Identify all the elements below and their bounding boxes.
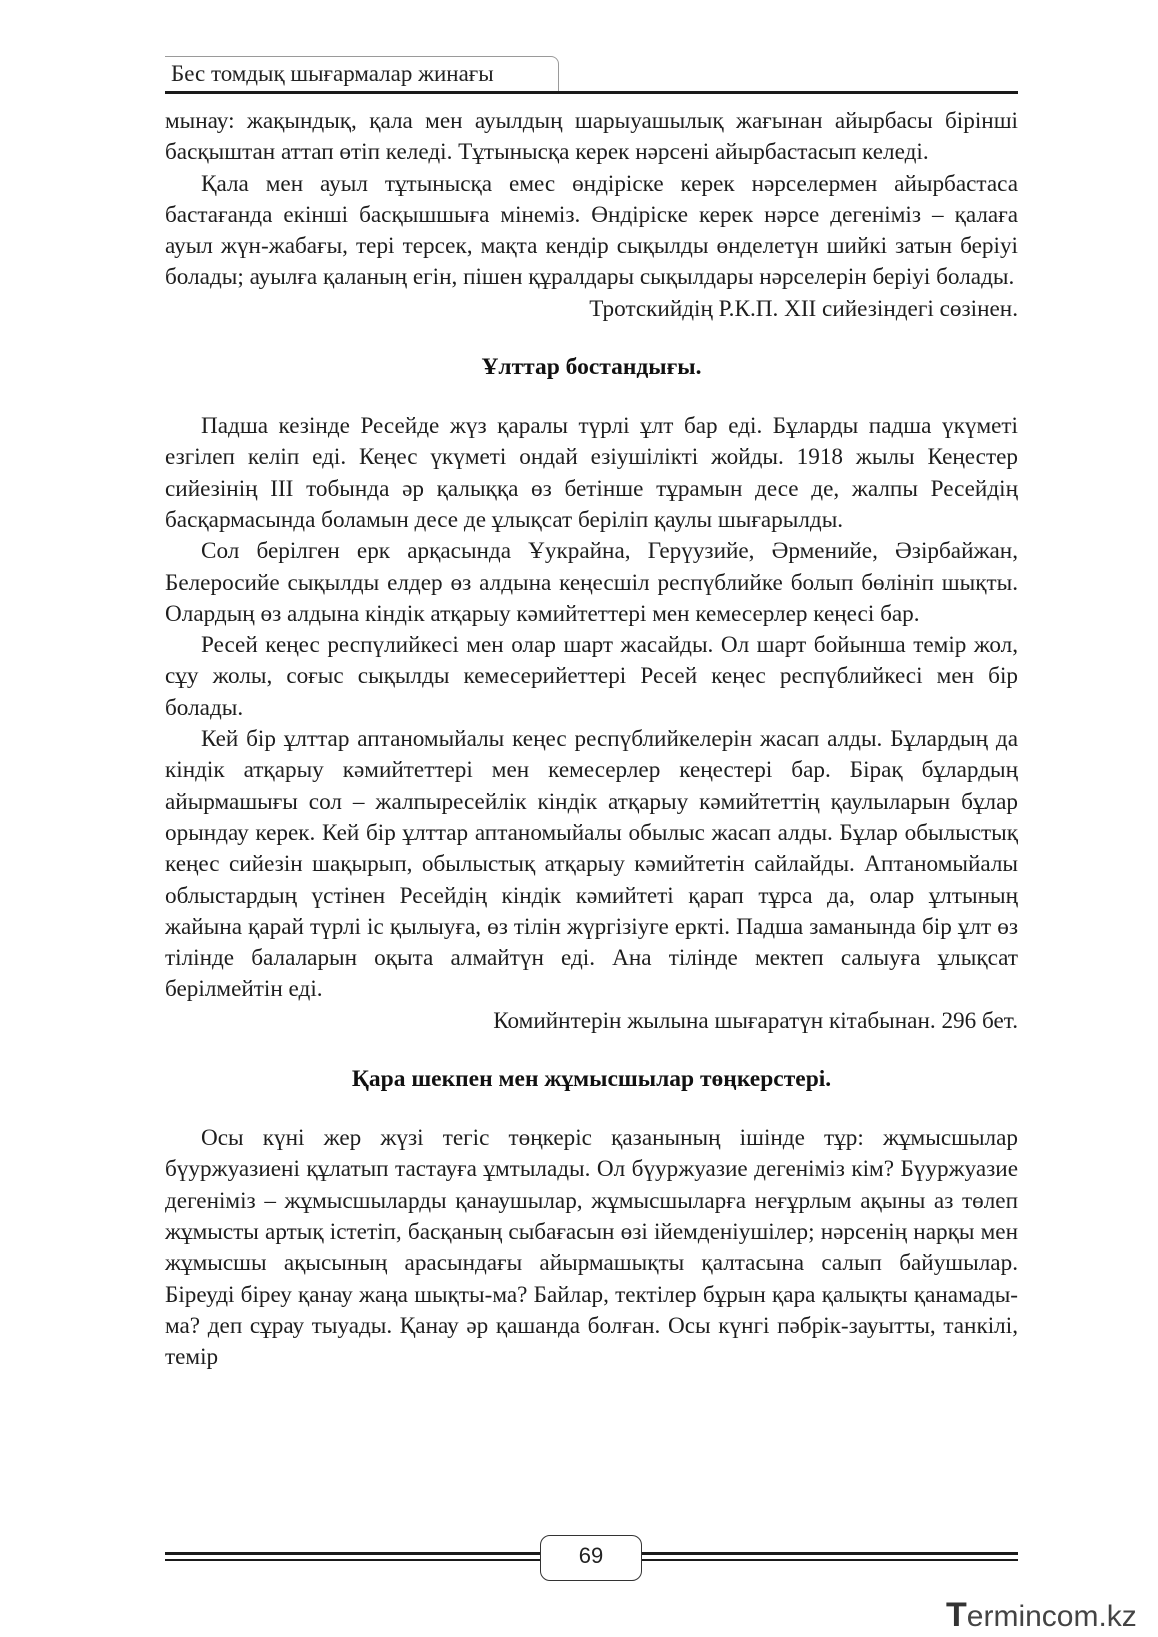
footer-rule bbox=[165, 1559, 540, 1561]
header-rule bbox=[165, 91, 1018, 94]
book-title: Бес томдық шығармалар жинағы bbox=[171, 61, 494, 86]
watermark-initial: T bbox=[946, 1596, 967, 1634]
paragraph: Сол берілген ерк арқасында Ұукрайна, Герүузийе, Әрменийе, Әзірбайжан, Белеросийе сықылды елдер өз алдына кеңесшіл респүблийке болып бөлініп шықты. Олардың өз алдына кіндік атқарыу кәмийтеттері мен кемесерлер кеңесі бар. bbox=[165, 538, 1018, 627]
paragraph: Ресей кеңес респүлийкесі мен олар шарт жасайды. Ол шарт бойынша темір жол, сұу жолы, соғыс сықылды кемесерийеттері Ресей кеңес респүблийкесі мен бір болады. bbox=[165, 632, 1018, 721]
site-watermark bbox=[946, 1596, 1146, 1632]
paragraph-continued: мынау: жақындық, қала мен ауылдың шарыуашылық жағынан айырбасы бірінші басқыштан аттап өтіп келеді. Тұтынысқа керек нәрсені айырбастасып келеді. bbox=[165, 108, 1018, 166]
paragraph: Осы күні жер жүзі тегіс төңкеріс қазанының ішінде тұр: жұмысшылар бүуржуазиені құлатып тастауға ұмтылады. Ол бүуржуазие дегеніміз кім? Бүуржуазие дегеніміз – жұмысшыларды қанаушылар, жұмысшыларға неғұрлым ақыны аз төлеп жұмысты артық істетіп, басқаның сыбағасын өзі ійемденіушілер; нәрсенің нарқы мен жұмысшы ақысының арасындағы айырмашықты қалтасына салып байушылар. Біреуді біреу қанау жаңа шықты-ма? Байлар, тектілер бұрын қара қалықты қанамады-ма? деп сұрау тыуады. Қанау әр қашанда болған. Осы күнгі пәбрік-зауытты, танкілі, темір bbox=[165, 1125, 1018, 1371]
page-number-box bbox=[540, 1535, 642, 1581]
watermark-text: ermincom.kz bbox=[966, 1600, 1137, 1633]
paragraph: Кей бір ұлттар аптаномыйалы кеңес респүблийкелерін жасап алды. Бұлардың да кіндік атқарыу кәмийтеттері мен кемесерлер кеңестері бар. Бірақ бұлардың айырмашығы сол – жалпыресейлік кіндік атқарыу кәмийтеттің қаулыларын бұлар орындау керек. Кей бір ұлттар аптаномыйалы обылыс жасап алды. Бұлар обылыстық кеңес сийезін шақырып, обылыстық атқарыу кәмийтетін сайлайды. Аптаномыйалы облыстардың үстінен Ресейдің кіндік кәмийтеті қарап тұрса да, олар ұлтының жайына қарай түрлі іс қылыуға, өз тілін жүргізіуге еркті. Падша заманында бір ұлт өз тілінде балаларын оқыта алмайтүн еді. Ана тілінде мектеп салыуға ұлықсат берілмейтін еді. bbox=[165, 726, 1018, 1003]
footer-rule bbox=[165, 1552, 540, 1555]
page-number: 69 bbox=[578, 1543, 604, 1568]
source-citation: Тротскийдің Р.К.П. XII сийезіндегі сөзінен. bbox=[589, 295, 1018, 322]
paragraph: Қала мен ауыл тұтынысқа емес өндіріске керек нәрселермен айырбастаса бастағанда екінші басқышшыға мінеміз. Өндіріске керек нәрсе дегеніміз – қалаға ауыл жүн-жабағы, тері терсек, мақта кендір сықылды өнделетүн шийкі затын беріуі болады; ауылға қаланың егін, пішен құралдары сықылдары нәрселерін беріуі болады. bbox=[165, 170, 1018, 291]
page-footer bbox=[165, 1533, 1018, 1593]
section-heading-revolutions: Қара шекпен мен жұмысшылар төңкерстері. bbox=[351, 1066, 832, 1093]
section-heading-nations-freedom: Ұлттар бостандығы. bbox=[481, 354, 702, 381]
paragraph: Падша кезінде Ресейде жүз қаралы түрлі ұлт бар еді. Бұларды падша үкүметі езгілеп келіп еді. Кеңес үкүметі ондай езіушілікті жойды. 1918 жылы Кеңестер сийезінің III тобында әр қалыққа өз бетінше тұрамын десе де, жалпы Ресейдің басқармасында боламын десе де ұлықсат беріліп қаулы шығарылды. bbox=[165, 413, 1018, 533]
footer-rule bbox=[640, 1559, 1018, 1561]
page-body bbox=[165, 106, 1018, 1373]
source-citation: Комийнтерін жылына шығаратүн кітабынан. 296 бет. bbox=[493, 1007, 1018, 1034]
footer-rule bbox=[640, 1552, 1018, 1555]
running-header bbox=[165, 56, 1018, 96]
